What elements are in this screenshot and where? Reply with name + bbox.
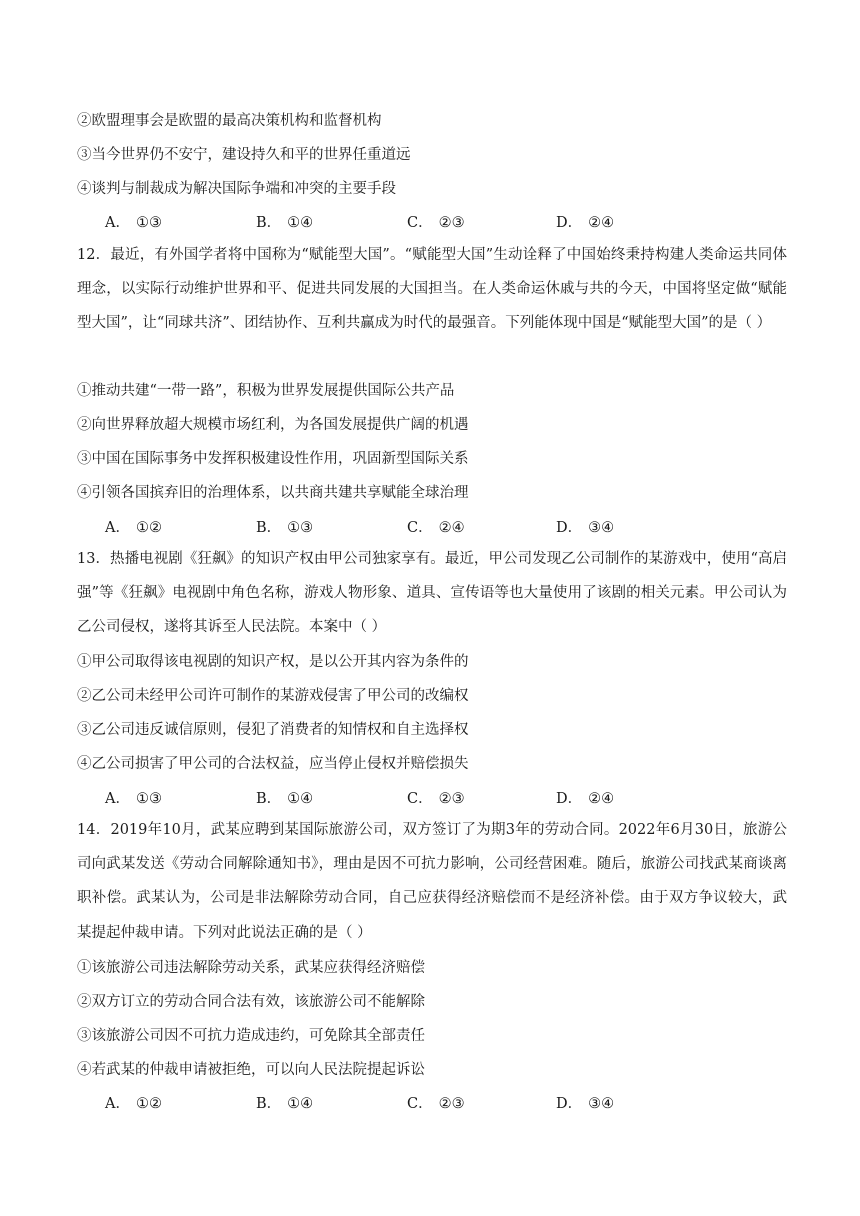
option-a: A． ①③ [105,215,162,231]
question-13-stem: 13．热播电视剧《狂飙》的知识产权由甲公司独家享有。最近，甲公司发现乙公司制作的某游戏中，使用“高启强”等《狂飙》电视剧中角色名称，游戏人物形象、道具、宣传语等也大量使用了该剧的相关元素。甲公司认为乙公司侵权，遂将其诉至人民法院。本案中（ ） [77,551,787,636]
statement: ③乙公司违反诚信原则，侵犯了消费者的知情权和自主选择权 [77,722,469,738]
option-c: C． ②④ [407,520,465,536]
statement: ④若武某的仲裁申请被拒绝，可以向人民法院提起诉讼 [77,1062,425,1078]
option-a: A． ①② [105,1096,162,1112]
statement: ③当今世界仍不安宁，建设持久和平的世界任重道远 [77,147,411,163]
statement: ①甲公司取得该电视剧的知识产权，是以公开其内容为条件的 [77,654,469,670]
question-14-stem: 14．2019年10月，武某应聘到某国际旅游公司，双方签订了为期3年的劳动合同。2022年6月30日，旅游公司向武某发送《劳动合同解除通知书》，理由是因不可抗力影响，公司经营困难。随后，旅游公司找武某商谈离职补偿。武某认为，公司是非法解除劳动合同，自己应获得经济赔偿而不是经济补偿。由于双方争议较大，武某提起仲裁申请。下列对此说法正确的是（ ） [77,822,787,941]
option-c: C． ②③ [407,791,465,807]
option-d: D． ②④ [556,791,615,807]
statement: ①该旅游公司违法解除劳动关系，武某应获得经济赔偿 [77,960,425,976]
option-d: D． ③④ [556,1096,615,1112]
statement: ④乙公司损害了甲公司的合法权益，应当停止侵权并赔偿损失 [77,756,469,772]
statement: ④引领各国摈弃旧的治理体系，以共商共建共享赋能全球治理 [77,485,469,501]
statement: ②欧盟理事会是欧盟的最高决策机构和监督机构 [77,113,382,129]
option-b: B． ①④ [256,791,314,807]
option-c: C． ②③ [407,215,465,231]
option-a: A． ①② [105,520,162,536]
statement: ③中国在国际事务中发挥积极建设性作用，巩固新型国际关系 [77,451,469,467]
statement: ③该旅游公司因不可抗力造成违约，可免除其全部责任 [77,1028,425,1044]
statement: ②向世界释放超大规模市场红利，为各国发展提供广阔的机遇 [77,417,469,433]
question-12-stem: 12．最近，有外国学者将中国称为“赋能型大国”。“赋能型大国”生动诠释了中国始终秉持构建人类命运共同体理念，以实际行动维护世界和平、促进共同发展的大国担当。在人类命运休戚与共的今天，中国将坚定做“赋能型大国”，让“同球共济”、团结协作、互利共赢成为时代的最强音。下列能体现中国是“赋能型大国”的是（ ） [77,247,787,332]
statement: ②乙公司未经甲公司许可制作的某游戏侵害了甲公司的改编权 [77,688,469,704]
statement: ④谈判与制裁成为解决国际争端和冲突的主要手段 [77,181,396,197]
option-b: B． ①③ [256,520,314,536]
option-c: C． ②③ [407,1096,465,1112]
option-b: B． ①④ [256,1096,314,1112]
statement: ②双方订立的劳动合同合法有效，该旅游公司不能解除 [77,994,425,1010]
option-b: B． ①④ [256,215,314,231]
statement: ①推动共建“一带一路”，积极为世界发展提供国际公共产品 [77,383,455,399]
option-a: A． ①③ [105,791,162,807]
option-d: D． ②④ [556,215,615,231]
option-d: D． ③④ [556,520,615,536]
